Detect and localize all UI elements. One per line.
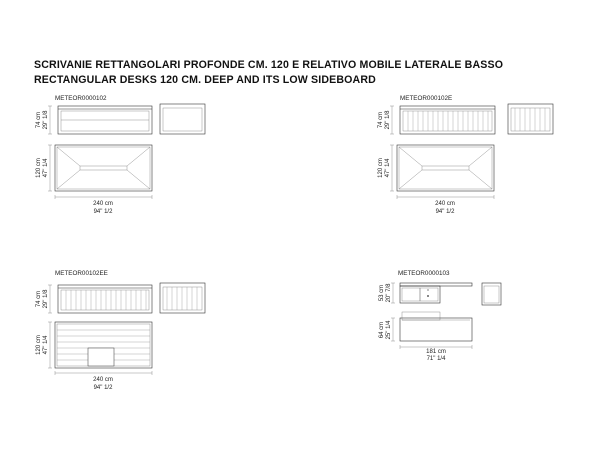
model-1-height-in: 29" 1/8: [43, 110, 49, 130]
model-3-width-dimension: [55, 371, 152, 391]
model-2-height-dimension: [378, 106, 394, 134]
model-3-height-dimension: [36, 285, 52, 313]
model-1-width-in: 94" 1/2: [93, 209, 113, 215]
model-3-front-view: [58, 285, 152, 313]
model-4-width-dimension: [400, 345, 472, 362]
model-4-width-cm: 181 cm: [426, 349, 446, 355]
model-1-height-dimension: [36, 106, 52, 134]
model-3-side-view: [160, 283, 205, 313]
model-1-depth-cm: 120 cm: [36, 158, 42, 178]
model-4-height-cm: 53 cm: [379, 284, 385, 302]
model-3-depth-in: 47" 1/4: [43, 335, 49, 355]
model-3-depth-cm: 120 cm: [36, 335, 42, 355]
model-4-drawing: [379, 270, 501, 362]
model-2-side-view: [508, 104, 553, 134]
model-1-front-view: [58, 106, 152, 134]
model-2-width-cm: 240 cm: [435, 201, 455, 207]
model-4-depth-dimension: [379, 318, 395, 341]
model-4-height-dimension: [379, 283, 395, 303]
model-2-code: METEOR000102E: [400, 95, 453, 102]
model-3-drawing: [36, 270, 205, 391]
model-1-height-cm: 74 cm: [36, 111, 42, 129]
model-1-side-view: [160, 104, 205, 134]
model-3-inset-panel: [88, 348, 114, 366]
model-3-front-wood-grain: [66, 290, 146, 310]
model-2-width-dimension: [397, 195, 494, 215]
model-3-height-in: 29" 1/8: [43, 289, 49, 309]
model-1-drawing: [36, 95, 205, 215]
model-4-depth-cm: 64 cm: [379, 321, 385, 339]
model-4-side-view: [482, 283, 501, 305]
model-3-width-in: 94" 1/2: [93, 385, 113, 391]
model-1-width-cm: 240 cm: [93, 201, 113, 207]
model-4-front-view: [400, 283, 472, 303]
model-2-depth-dimension: [378, 145, 394, 191]
model-2-height-in: 29" 1/8: [385, 110, 391, 130]
model-2-drawing: [378, 95, 553, 215]
model-3-plan-view: [55, 322, 152, 368]
model-2-plan-view: [397, 145, 494, 191]
model-2-width-in: 94" 1/2: [435, 209, 455, 215]
model-1-code: METEOR0000102: [55, 95, 107, 102]
model-4-width-in: 71" 1/4: [426, 356, 446, 362]
model-2-height-cm: 74 cm: [378, 111, 384, 129]
model-4-depth-in: 25" 1/4: [386, 320, 392, 340]
title-italian: SCRIVANIE RETTANGOLARI PROFONDE CM. 120 E RELATIVO MOBILE LATERALE BASSO: [34, 59, 504, 71]
model-1-width-dimension: [55, 195, 152, 215]
model-1-plan-view: [55, 145, 152, 191]
model-3-code: METEOR00102EE: [55, 270, 108, 277]
model-4-plan-view: [400, 312, 472, 341]
model-2-depth-in: 47" 1/4: [385, 158, 391, 178]
model-2-front-wood-grain: [408, 111, 488, 131]
model-3-depth-dimension: [36, 322, 52, 368]
model-3-height-cm: 74 cm: [36, 290, 42, 308]
model-1-depth-in: 47" 1/4: [43, 158, 49, 178]
model-1-depth-dimension: [36, 145, 52, 191]
model-2-front-view: [400, 106, 495, 134]
model-2-depth-cm: 120 cm: [378, 158, 384, 178]
title-english: RECTANGULAR DESKS 120 CM. DEEP AND ITS LOW SIDEBOARD: [34, 74, 376, 86]
model-3-width-cm: 240 cm: [93, 377, 113, 383]
model-4-height-in: 20" 7/8: [386, 283, 392, 303]
model-4-code: METEOR0000103: [398, 270, 450, 277]
